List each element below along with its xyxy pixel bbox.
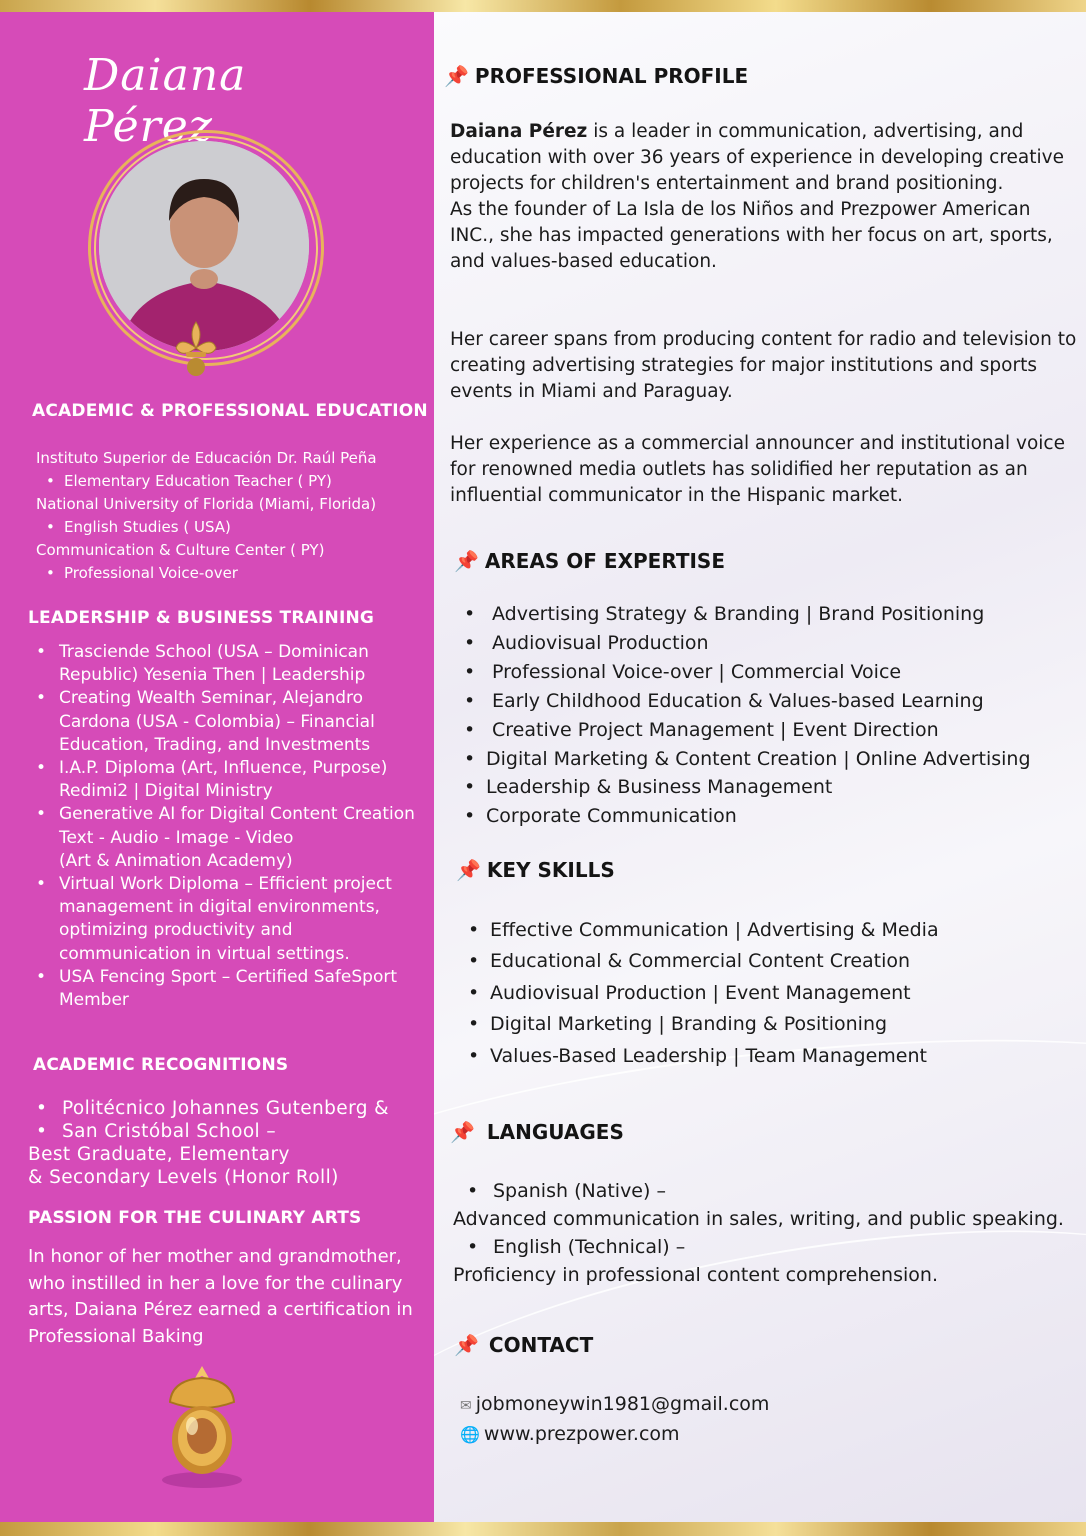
list-item: • Effective Communication | Advertising & Media [462,915,939,946]
education-detail: • English Studies ( USA) [36,516,426,539]
culinary-text: In honor of her mother and grandmother, who instilled in her a love for the culinary arts, Daiana Pérez earned a certification in Professional Baking [28,1246,413,1347]
expertise-list [458,600,1031,831]
contact-email-row[interactable] [460,1390,769,1420]
education-school: Communication & Culture Center ( PY) [36,541,325,559]
skills-list [462,915,939,1072]
expertise-heading-text: AREAS OF EXPERTISE [484,549,725,573]
profile-text: is a leader in communication, advertising, and education with over 36 years of experience in developing creative projects for children's entertainment and brand positioning. [450,121,1064,194]
languages-list [453,1177,1064,1289]
language-item: • English (Technical) – [467,1236,686,1258]
list-item: • Audiovisual Production [458,629,1031,658]
contact-website[interactable]: www.prezpower.com [483,1423,680,1445]
education-detail: • Professional Voice-over [36,562,426,585]
recognitions-heading: ACADEMIC RECOGNITIONS [33,1055,289,1075]
education-detail: • Elementary Education Teacher ( PY) [36,470,426,493]
list-item: • Professional Voice-over | Commercial Voice [458,658,1031,687]
language-description: Proficiency in professional content comprehension. [453,1264,938,1286]
list-item: • USA Fencing Sport – Certified SafeSport Member [28,966,420,1012]
skills-heading [456,858,615,882]
pin-icon: 📌 [444,64,469,88]
signature: Daiana Pérez [84,50,247,152]
sidebar [0,12,434,1522]
recognitions-line: Best Graduate, Elementary [28,1144,290,1165]
list-item: • Educational & Commercial Content Creation [462,946,939,977]
recognitions-list [28,1097,428,1143]
recognitions-text [28,1143,339,1189]
list-item: • Creative Project Management | Event Direction [458,716,1031,745]
list-item: • Leadership & Business Management [458,773,1031,802]
expertise-heading [454,549,725,573]
list-item: • Audiovisual Production | Event Management [462,978,939,1009]
list-item: • I.A.P. Diploma (Art, Influence, Purpose) Redimi2 | Digital Ministry [28,757,420,803]
profile-paragraph-3: Her experience as a commercial announcer and institutional voice for renowned media outlets has solidified her reputation as an influential communicator in the Hispanic market. [450,433,1065,506]
list-item: • Values-Based Leadership | Team Management [462,1041,939,1072]
skills-heading-text: KEY SKILLS [486,858,615,882]
list-item [28,803,420,873]
language-name: Spanish (Native) – [493,1180,666,1202]
pin-icon: 📌 [454,1333,479,1357]
pin-icon: 📌 [456,858,481,882]
list-item: • Creating Wealth Seminar, Alejandro Cardona (USA - Colombia) – Financial Education, Trading, and Investments [28,687,420,757]
gold-border-bottom [0,1522,1086,1536]
contact-website-row[interactable] [460,1420,769,1449]
list-item: • Virtual Work Diploma – Efficient project management in digital environments, optimizing productivity and communication in virtual settings. [28,873,420,966]
profile-paragraph-2: Her career spans from producing content for radio and television to creating advertising strategies for major institutions and sports events in Miami and Paraguay. [450,329,1077,402]
languages-heading-text: LANGUAGES [486,1120,624,1144]
education-heading: ACADEMIC & PROFESSIONAL EDUCATION [32,401,428,421]
gold-border-top [0,0,1086,12]
profile-text: As the founder of La Isla de los Niños and Prezpower American INC., she has impacted generations with her focus on art, sports, and values-based education. [450,199,1053,272]
education-list [36,447,426,585]
main-content [434,12,1086,1522]
list-item-extra: Text - Audio - Image - Video [59,827,294,848]
list-item: • Corporate Communication [458,802,1031,831]
fleur-de-lis-icon [170,318,222,380]
leadership-list [28,641,420,1012]
language-description: Advanced communication in sales, writing, and public speaking. [453,1208,1064,1230]
profile-paragraph-1 [450,119,1080,275]
language-item: • Spanish (Native) – [467,1180,666,1202]
envelope-icon: ✉ [460,1398,472,1414]
list-item: • Digital Marketing | Branding & Positioning [462,1009,939,1040]
pin-icon: 📌 [454,549,479,573]
list-item: • Advertising Strategy & Branding | Brand Positioning [458,600,1031,629]
recognitions-line: & Secondary Levels (Honor Roll) [28,1167,339,1189]
list-item: • Early Childhood Education & Values-based Learning [458,687,1031,716]
list-item: • Digital Marketing & Content Creation | Online Advertising [458,745,1031,774]
culinary-heading: PASSION FOR THE CULINARY ARTS [28,1208,362,1228]
list-item: • Politécnico Johannes Gutenberg & [28,1097,428,1120]
contact-email[interactable]: jobmoneywin1981@gmail.com [475,1393,770,1415]
pin-icon: 📌 [450,1120,475,1144]
contact-heading-text: CONTACT [488,1333,594,1357]
languages-heading [450,1120,624,1144]
profile-heading [444,64,748,88]
profile-heading-text: PROFESSIONAL PROFILE [474,64,749,88]
list-item: • Trasciende School (USA – Dominican Republic) Yesenia Then | Leadership [28,641,420,687]
globe-icon: 🌐 [460,1425,480,1444]
list-item: • San Cristóbal School – [28,1120,428,1143]
list-item-extra: (Art & Animation Academy) [59,850,293,871]
list-item-text: Generative AI for Digital Content Creation [59,804,415,825]
contact-heading [454,1333,593,1357]
golden-acorn-icon [152,1362,252,1492]
leadership-heading: LEADERSHIP & BUSINESS TRAINING [28,608,375,628]
education-school: National University of Florida (Miami, Florida) [36,495,377,513]
profile-name: Daiana Pérez [450,121,588,142]
language-name: English (Technical) – [493,1236,686,1258]
contact-list [460,1390,769,1449]
education-school: Instituto Superior de Educación Dr. Raúl Peña [36,449,377,467]
